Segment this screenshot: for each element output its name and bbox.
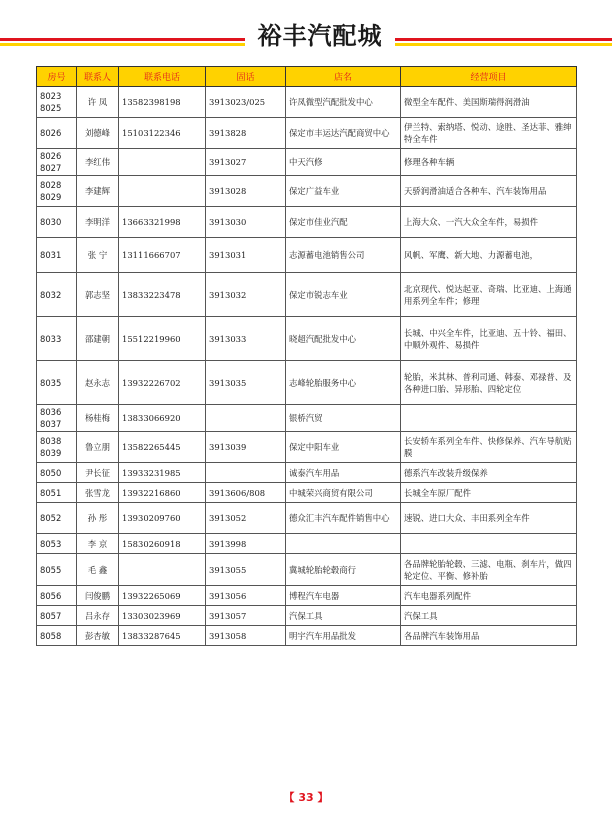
table-row — [37, 534, 577, 554]
contact-cell: 许 凤 — [77, 87, 119, 118]
phone-cell: 3913052 — [206, 503, 286, 534]
mobile-cell: 13582265445 — [119, 432, 206, 463]
shop-name-cell: 冀城轮胎轮毂商行 — [286, 554, 401, 586]
mobile-cell: 13833223478 — [119, 273, 206, 317]
page-title: 裕丰汽配城 — [257, 22, 383, 50]
room-cell: 8031 — [37, 238, 77, 273]
contact-cell: 杨桂梅 — [77, 405, 119, 432]
business-cell: 速锐、进口大众、丰田系列全车件 — [401, 503, 577, 534]
table-header-row — [37, 67, 577, 87]
col-header-mobile: 联系电话 — [119, 67, 206, 87]
room-cell: 8026 — [37, 118, 77, 149]
room-cell: 8035 — [37, 361, 77, 405]
phone-cell — [206, 463, 286, 483]
table-row — [37, 432, 577, 463]
business-cell: 北京现代、悦达起亚、奇瑞、比亚迪、上海通用系列全车件；修理 — [401, 273, 577, 317]
contact-cell: 刘德峰 — [77, 118, 119, 149]
shop-name-cell: 许凤微型汽配批发中心 — [286, 87, 401, 118]
table-row — [37, 463, 577, 483]
shop-name-cell: 中天汽修 — [286, 149, 401, 176]
room-cell: 8055 — [37, 554, 77, 586]
table-row — [37, 273, 577, 317]
page-header — [0, 0, 612, 62]
room-cell: 8058 — [37, 626, 77, 646]
room-cell: 8057 — [37, 606, 77, 626]
table-row — [37, 238, 577, 273]
shop-name-cell: 博程汽车电器 — [286, 586, 401, 606]
mobile-cell: 13833066920 — [119, 405, 206, 432]
mobile-cell: 15103122346 — [119, 118, 206, 149]
mobile-cell — [119, 554, 206, 586]
contact-cell: 郭志坚 — [77, 273, 119, 317]
phone-cell: 3913032 — [206, 273, 286, 317]
business-cell: 轮胎，米其林、普利司通、韩泰、邓禄普、及各种进口胎、异形胎、四轮定位 — [401, 361, 577, 405]
phone-cell: 3913031 — [206, 238, 286, 273]
phone-cell: 3913039 — [206, 432, 286, 463]
shop-name-cell: 保定市丰运达汽配商贸中心 — [286, 118, 401, 149]
mobile-cell: 13932216860 — [119, 483, 206, 503]
business-cell: 天骄润滑油适合各种车、汽车装饰用品 — [401, 176, 577, 207]
col-header-phone: 固话 — [206, 67, 286, 87]
room-cell: 8053 — [37, 534, 77, 554]
mobile-cell: 13663321998 — [119, 207, 206, 238]
mobile-cell: 15830260918 — [119, 534, 206, 554]
table-row — [37, 405, 577, 432]
table-row — [37, 626, 577, 646]
shop-name-cell: 中城荣兴商贸有限公司 — [286, 483, 401, 503]
business-cell: 各品牌轮胎轮毂、三滤、电瓶、刹车片，做四轮定位、平衡、修补胎 — [401, 554, 577, 586]
shop-name-cell: 诚泰汽车用品 — [286, 463, 401, 483]
col-header-room: 房号 — [37, 67, 77, 87]
phone-cell: 3913828 — [206, 118, 286, 149]
contact-cell: 张雪龙 — [77, 483, 119, 503]
business-cell: 汽车电器系列配件 — [401, 586, 577, 606]
mobile-cell: 13303023969 — [119, 606, 206, 626]
table-row — [37, 606, 577, 626]
contact-cell: 毛 鑫 — [77, 554, 119, 586]
shop-name-cell: 志峰轮胎服务中心 — [286, 361, 401, 405]
contact-cell: 张 宁 — [77, 238, 119, 273]
contact-cell: 李建辉 — [77, 176, 119, 207]
mobile-cell: 13930209760 — [119, 503, 206, 534]
contact-cell: 彭杏敏 — [77, 626, 119, 646]
shop-name-cell: 保定市佳业汽配 — [286, 207, 401, 238]
shop-name-cell: 保定广益车业 — [286, 176, 401, 207]
mobile-cell: 13111666707 — [119, 238, 206, 273]
table-row — [37, 483, 577, 503]
business-cell: 长城、中兴全车件，比亚迪、五十铃、福田、中顺外观件、易损件 — [401, 317, 577, 361]
business-cell: 长安轿车系列全车件、快修保养、汽车导航贴膜 — [401, 432, 577, 463]
phone-cell: 3913998 — [206, 534, 286, 554]
business-cell — [401, 534, 577, 554]
shop-name-cell — [286, 534, 401, 554]
business-cell: 上海大众、一汽大众全车件，易损件 — [401, 207, 577, 238]
table-row — [37, 87, 577, 118]
business-cell: 微型全车配件、美国斯瑞得润滑油 — [401, 87, 577, 118]
table-row — [37, 317, 577, 361]
business-cell: 德系汽车改装升级保养 — [401, 463, 577, 483]
mobile-cell: 13933231985 — [119, 463, 206, 483]
mobile-cell: 13932265069 — [119, 586, 206, 606]
phone-cell: 3913030 — [206, 207, 286, 238]
business-cell: 汽保工具 — [401, 606, 577, 626]
phone-cell: 3913035 — [206, 361, 286, 405]
table-body — [37, 87, 577, 646]
table-row — [37, 118, 577, 149]
shop-name-cell: 保定中阳车业 — [286, 432, 401, 463]
room-cell: 8028 8029 — [37, 176, 77, 207]
col-header-business: 经营项目 — [401, 67, 577, 87]
room-cell: 8030 — [37, 207, 77, 238]
phone-cell: 3913058 — [206, 626, 286, 646]
shop-name-cell: 晓超汽配批发中心 — [286, 317, 401, 361]
business-cell: 伊兰特、索纳塔、悦动、途胜、圣达菲、雅绅特全车件 — [401, 118, 577, 149]
room-cell: 8023 8025 — [37, 87, 77, 118]
shop-name-cell: 德众汇丰汽车配件销售中心 — [286, 503, 401, 534]
contact-cell: 尹长征 — [77, 463, 119, 483]
phone-cell — [206, 405, 286, 432]
table-row — [37, 503, 577, 534]
contact-cell: 闫俊鹏 — [77, 586, 119, 606]
table-row — [37, 586, 577, 606]
phone-cell: 3913055 — [206, 554, 286, 586]
shop-name-cell: 汽保工具 — [286, 606, 401, 626]
table-row — [37, 176, 577, 207]
room-cell: 8056 — [37, 586, 77, 606]
business-cell: 风帆、军鹰、新大地、力源蓄电池， — [401, 238, 577, 273]
phone-cell: 3913028 — [206, 176, 286, 207]
mobile-cell: 13932226702 — [119, 361, 206, 405]
room-cell: 8026 8027 — [37, 149, 77, 176]
contact-cell: 孙 彤 — [77, 503, 119, 534]
business-cell: 修理各种车辆 — [401, 149, 577, 176]
contact-cell: 吕永存 — [77, 606, 119, 626]
mobile-cell — [119, 149, 206, 176]
shop-name-cell: 志源蓄电池销售公司 — [286, 238, 401, 273]
page-number: 【 33 】 — [283, 791, 329, 804]
shop-name-cell: 银桥汽贸 — [286, 405, 401, 432]
contact-cell: 鲁立朋 — [77, 432, 119, 463]
phone-cell: 3913023/025 — [206, 87, 286, 118]
contact-cell: 李红伟 — [77, 149, 119, 176]
room-cell: 8050 — [37, 463, 77, 483]
table-row — [37, 361, 577, 405]
contact-cell: 李明洋 — [77, 207, 119, 238]
phone-cell: 3913033 — [206, 317, 286, 361]
col-header-shop: 店名 — [286, 67, 401, 87]
table-row — [37, 554, 577, 586]
mobile-cell: 13582398198 — [119, 87, 206, 118]
mobile-cell: 13833287645 — [119, 626, 206, 646]
phone-cell: 3913606/808 — [206, 483, 286, 503]
contact-cell: 李 京 — [77, 534, 119, 554]
phone-cell: 3913057 — [206, 606, 286, 626]
shop-name-cell: 保定市锐志车业 — [286, 273, 401, 317]
phone-cell: 3913056 — [206, 586, 286, 606]
col-header-contact: 联系人 — [77, 67, 119, 87]
room-cell: 8038 8039 — [37, 432, 77, 463]
room-cell: 8032 — [37, 273, 77, 317]
room-cell: 8036 8037 — [37, 405, 77, 432]
business-cell: 长城全车原厂配件 — [401, 483, 577, 503]
phone-cell: 3913027 — [206, 149, 286, 176]
shop-name-cell: 明宇汽车用品批发 — [286, 626, 401, 646]
table-row — [37, 207, 577, 238]
mobile-cell: 15512219960 — [119, 317, 206, 361]
table-row — [37, 149, 577, 176]
room-cell: 8052 — [37, 503, 77, 534]
contact-cell: 邵建朝 — [77, 317, 119, 361]
room-cell: 8033 — [37, 317, 77, 361]
contact-cell: 赵永志 — [77, 361, 119, 405]
mobile-cell — [119, 176, 206, 207]
business-cell: 各品牌汽车装饰用品 — [401, 626, 577, 646]
business-cell — [401, 405, 577, 432]
shop-directory-table — [36, 66, 577, 646]
room-cell: 8051 — [37, 483, 77, 503]
